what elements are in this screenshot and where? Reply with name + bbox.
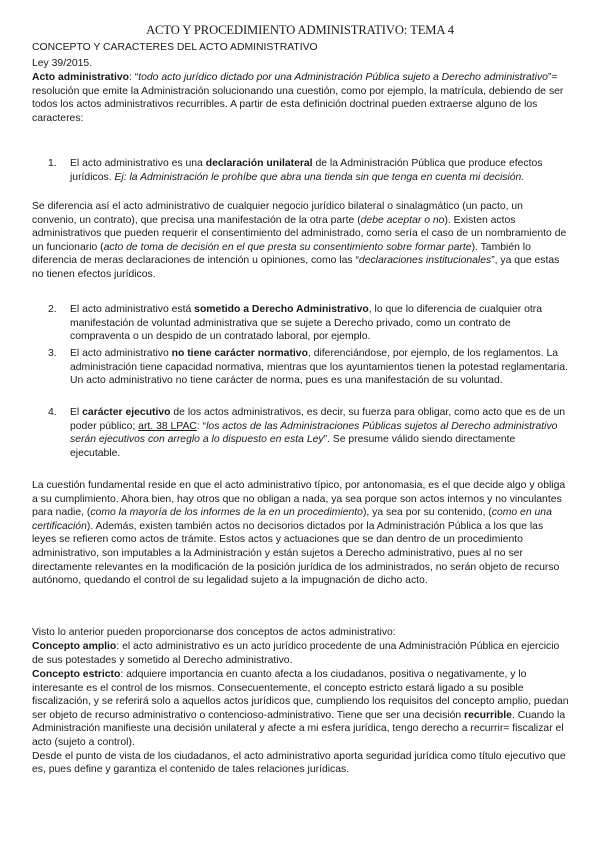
- paragraph-diferencia: Se diferencia así el acto administrativo de cualquier negocio jurídico bilateral o sinalagmático (un pacto, un convenio, un contrato), que precisa una manifestación de la otra parte (debe aceptar o no). Existen actos administrativos que pueden requerir el consentimiento del administrado, como sería el caso de un nombramiento de un funcionario (acto de toma de decisión en el que presta su consentimiento sobre formar parte). También lo diferencia de meras declaraciones de intención u opiniones, como las “declaraciones institucionales”, ya que estas no tienen efectos jurídicos.: [32, 201, 567, 280]
- intro-quote: todo acto jurídico dictado por una Administración Pública sujeto a Derecho administrativo: [138, 72, 548, 83]
- example-note: Ej: la Administración le prohíbe que abra una tienda sin que tenga en cuenta mi decisión.: [114, 171, 525, 183]
- paragraph-conceptos-intro: Visto lo anterior pueden proporcionarse dos conceptos de actos administrativo:: [32, 627, 396, 638]
- term-concepto-estricto: Concepto estricto: [32, 669, 121, 680]
- document-title: ACTO Y PROCEDIMIENTO ADMINISTRATIVO: TEMA 4: [146, 23, 454, 37]
- paragraph-concepto-estricto: Concepto estricto: adquiere importancia en cuanto afecta a los ciudadanos, positiva o negativamente, y lo interesante es el control de los mismos. Consecuentemente, el concepto estricto estará ligado a su posible fiscalización, y se referirá solo a aquellos actos jurídicos que, cumpliendo los requisitos del concepto amplio, puedan ser objeto de recurso administrativo o contencioso-administrativo. Tiene que ser una decisión recurrible. Cuando la Administración manifieste una decisión unilateral y afecte a mi esfera jurídica, tengo derecho a recurrir= fiscalizar el acto (sujeto a control). Desde el punto de vista de los ciudadanos, el acto administrativo aporta seguridad jurídica como título ejecutivo que es, pues define y garantiza el contenido de tales relaciones jurídicas.: [32, 669, 569, 776]
- paragraph-concepto-amplio: Concepto amplio: el acto administrativo es un acto jurídico procedente de una Administración Pública en ejercicio de sus potestades y sometido al Derecho administrativo.: [32, 641, 560, 666]
- term-concepto-amplio: Concepto amplio: [32, 641, 117, 652]
- law-reference: Ley 39/2015.: [32, 58, 93, 69]
- intro-paragraph: Acto administrativo: “todo acto jurídico dictado por una Administración Pública sujeto a Derecho administrativo”= resolución que emite la Administración solucionando una cuestión, como por ejemplo, la matrícula, debiendo de ser todos los actos administrativos recurribles. A partir de esta definición doctrinal pueden extraerse alguno de los caracteres:: [32, 72, 564, 124]
- paragraph-cuestion-fundamental: La cuestión fundamental reside en que el acto administrativo típico, por antonomasia, es el que decide algo y obliga a su cumplimiento. Ahora bien, hay otros que no obligan a nada, ya sea porque son actos internos y no vinculantes para nadie, (como la mayoría de los informes de la en un procedimiento), ya sea por su contenido, (como en una certificación). Además, existen también actos no decisorios dictados por la Administración Pública a los que las leyes se refieren como actos de trámite. Estos actos y actuaciones que se dan dentro de un procedimiento administrativo, son imputables a la Administración y están sujetos a Derecho administrativo, pues al no ser directamente relevantes en la modificación de la posición jurídica de los administrados, no serán objeto de recurso autónomo, quedando el control de su legalidad sujeto a la impugnación de dicho acto.: [32, 480, 566, 587]
- document-page: ACTO Y PROCEDIMIENTO ADMINISTRATIVO: TEMA 4 CONCEPTO Y CARACTERES DEL ACTO ADMINISTRATIVO Ley 39/2015. Acto administrativo: “todo acto jurídico dictado por una Administración Pública sujeto a Derecho administrativo”= resolución que emite la Administración solucionando una cuestión, como por ejemplo, la matrícula, debiendo de ser todos los actos administrativos recurribles. A partir de esta definición doctrinal pueden extraerse alguno de los caracteres: 1. El acto administrativo es una declaración unilateral de la Administración Pública que produce efectos jurídicos. Ej: la Administración le prohíbe que abra una tienda sin que tenga en cuenta mi decisión. Se diferencia así el acto administrativo de cualquier negocio jurídico bilateral o sinalagmático (un pacto, un convenio, un contrato), que precisa una manifestación de la otra parte (debe aceptar o no). Existen actos administrativos que pueden requerir el consentimiento del administrado, como sería el caso de un nombramiento de un funcionario (acto de toma de decisión en el que presta su consentimiento sobre formar parte). También lo diferencia de meras declaraciones de intención u opiniones, como las “declaraciones institucionales”, ya que estas no tienen efectos jurídicos. 2. El acto administrativo está sometido a Derecho Administrativo, lo que lo diferencia de cualquier otra manifestación de voluntad administrativa que se sujete a Derecho privado, como un contrato de compraventa o un despido de un contratado laboral, por ejemplo. 3. El acto administrativo no tiene carácter normativo, diferenciándose, por ejemplo, de los reglamentos. La administración tiene capacidad normativa, mientras que los ayuntamientos tienen la potestad reglamentaria. Un acto administrativo no tiene carácter de norma, pues es una manifestación de su voluntad. 4. El carácter ejecutivo de los actos administrativos, es decir, su fuerza para obligar, como acto que es de un poder público; art. 38 LPAC: “los actos de las Administraciones Públicas sujetos al Derecho administrativo serán ejecutivos con arreglo a lo dispuesto en esta Ley”. Se presume válido siendo directamente ejecutable. La cuestión fundamental reside en que el acto administrativo típico, por antonomasia, es el que decide algo y obliga a su cumplimiento. Ahora bien, hay otros que no obligan a nada, ya sea porque son actos internos y no vinculantes para nadie, (como la mayoría de los informes de la en un procedimiento), ya sea por su contenido, (como en una certificación). Además, existen también actos no decisorios dictados por la Administración Pública a los que las leyes se refieren como actos de trámite. Estos actos y actuaciones que se dan dentro de un procedimiento administrativo, son imputables a la Administración y están sujetos a Derecho administrativo, pues al no ser directamente relevantes en la modificación de la posición jurídica de los administrados, no serán objeto de recurso autónomo, quedando el control de su legalidad sujeto a la impugnación de dicho acto. Visto lo anterior pueden proporcionarse dos conceptos de actos administrativo: Concepto amplio: el acto administrativo es un acto jurídico procedente de una Administración Pública en ejercicio de sus potestades y sometido al Derecho administrativo. Concepto estricto: adquiere importancia en cuanto afecta a los ciudadanos, positiva o negativamente, y lo interesante es el control de los mismos. Consecuentemente, el concepto estricto estará ligado a su posible fiscalización, y se referirá solo a aquellos actos jurídicos que, cumpliendo los requisitos del concepto amplio, puedan ser objeto de recurso administrativo o contencioso-administrativo. Tiene que ser una decisión recurrible. Cuando la Administración manifieste una decisión unilateral y afecte a mi esfera jurídica, tengo derecho a recurrir= fiscalizar el acto (sujeto a control). Desde el punto de vista de los ciudadanos, el acto administrativo aporta seguridad jurídica como título ejecutivo que es, pues define y garantiza el contenido de tales relaciones jurídicas.: [0, 0, 600, 848]
- section-heading: CONCEPTO Y CARACTERES DEL ACTO ADMINISTRATIVO: [32, 42, 318, 53]
- article-reference: art. 38 LPAC: [138, 420, 197, 432]
- term-acto-administrativo: Acto administrativo: [32, 72, 129, 83]
